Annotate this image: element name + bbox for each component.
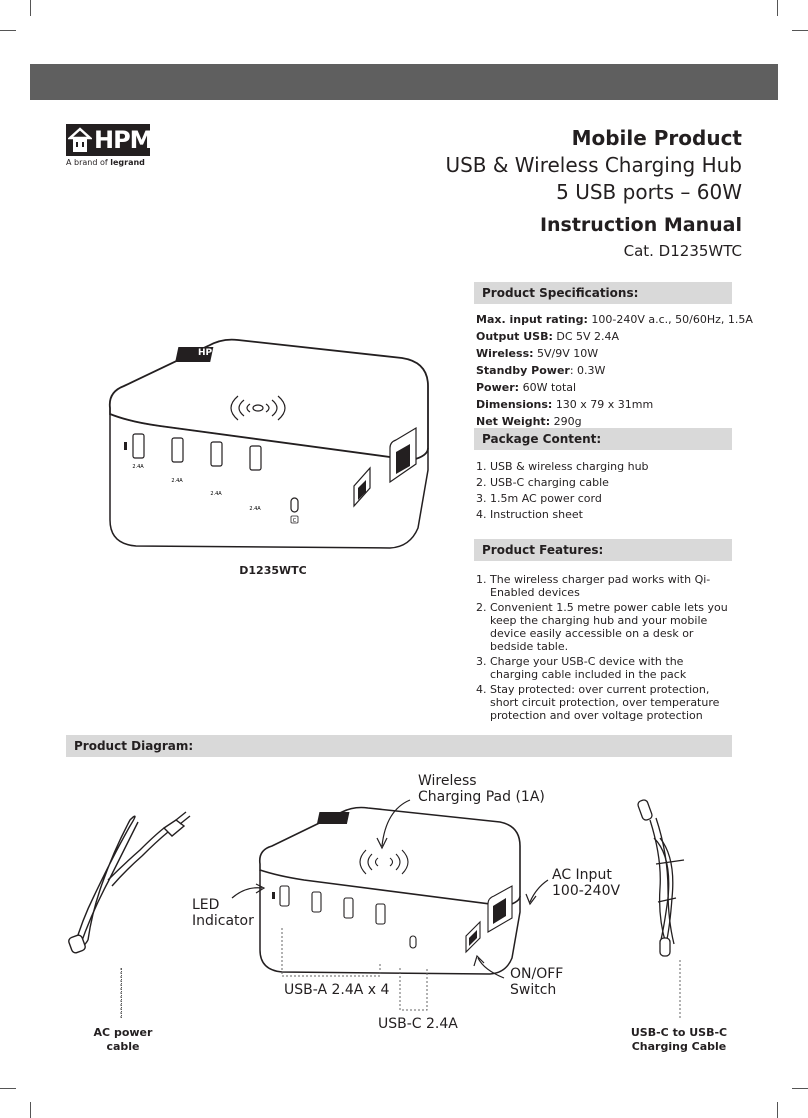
label-usb-c: USB-C 2.4A	[378, 1016, 458, 1032]
label-led-indicator	[192, 897, 254, 929]
label-line: Wireless	[418, 773, 477, 789]
features-heading: Product Features:	[482, 543, 604, 557]
port-label: 2.4A	[249, 506, 261, 512]
port-label: 2.4A	[210, 491, 222, 497]
product-subtitle-2: 5 USB ports – 60W	[556, 180, 742, 204]
spec-row: Output USB: DC 5V 2.4A	[476, 330, 620, 343]
list-item: 4. Stay protected: over current protection, short circuit protection, over temperature protection and over voltage protection	[476, 683, 720, 722]
label-line: Switch	[510, 982, 557, 998]
caption-line: Charging Cable	[631, 1040, 727, 1053]
ac-cable-caption: AC power cable	[93, 1026, 153, 1053]
label-line: LED	[192, 897, 220, 913]
label-line: ON/OFF	[510, 966, 564, 982]
product-logo-text: HPM	[198, 348, 222, 358]
label-line: 100-240V	[552, 883, 621, 899]
product-logo	[186, 347, 222, 360]
spec-row: Standby Power: 0.3W	[476, 364, 606, 377]
manual-title: Instruction Manual	[539, 214, 742, 236]
usbc-cable-illustration	[632, 798, 702, 958]
product-subtitle-1: USB & Wireless Charging Hub	[445, 153, 742, 177]
diagram-heading: Product Diagram:	[74, 739, 194, 753]
catalogue-number: Cat. D1235WTC	[623, 242, 742, 260]
label-wireless-pad	[418, 773, 545, 805]
list-item: 2. Convenient 1.5 metre power cable lets you keep the charging hub and your mobile device easily accessible on a desk or bedside table.	[476, 601, 728, 653]
label-line: Charging Pad (1A)	[418, 789, 545, 805]
brand-name: HPM	[94, 126, 153, 154]
spec-row: Dimensions: 130 x 79 x 31mm	[476, 398, 654, 411]
usbc-cable-caption	[626, 1026, 732, 1054]
label-line: AC Input	[552, 867, 612, 883]
specifications-heading: Product Specifications:	[482, 286, 639, 300]
spec-row: Wireless: 5V/9V 10W	[476, 347, 599, 360]
label-on-off-switch	[510, 966, 563, 998]
list-item: 3. Charge your USB-C device with the charging cable included in the pack	[476, 655, 687, 681]
list-item: 4. Instruction sheet	[476, 508, 583, 521]
list-item: 2. USB-C charging cable	[476, 476, 609, 489]
list-item: 3. 1.5m AC power cord	[476, 492, 602, 505]
tagline-parent-brand: legrand	[110, 158, 145, 167]
package-heading: Package Content:	[482, 432, 602, 446]
list-item: 1. The wireless charger pad works with Qi-Enabled devices	[476, 573, 711, 599]
caption-line: USB-C to USB-C	[630, 1026, 728, 1039]
label-line: Indicator	[192, 913, 254, 929]
spec-row: Power: 60W total	[476, 381, 577, 394]
port-label: 2.4A	[171, 478, 183, 484]
product-title: Mobile Product	[571, 126, 742, 150]
tagline-prefix: A brand of	[66, 158, 108, 167]
label-usb-a: USB-A 2.4A x 4	[284, 982, 390, 998]
spec-row: Net Weight: 290g	[476, 415, 582, 428]
port-label: 2.4A	[132, 464, 144, 470]
product-caption: D1235WTC	[239, 564, 307, 577]
usbc-mark: C	[292, 518, 297, 524]
list-item: 1. USB & wireless charging hub	[476, 460, 649, 473]
spec-row: Max. input rating: 100-240V a.c., 50/60Hz, 1.5A	[476, 313, 753, 326]
label-ac-input	[552, 867, 620, 899]
